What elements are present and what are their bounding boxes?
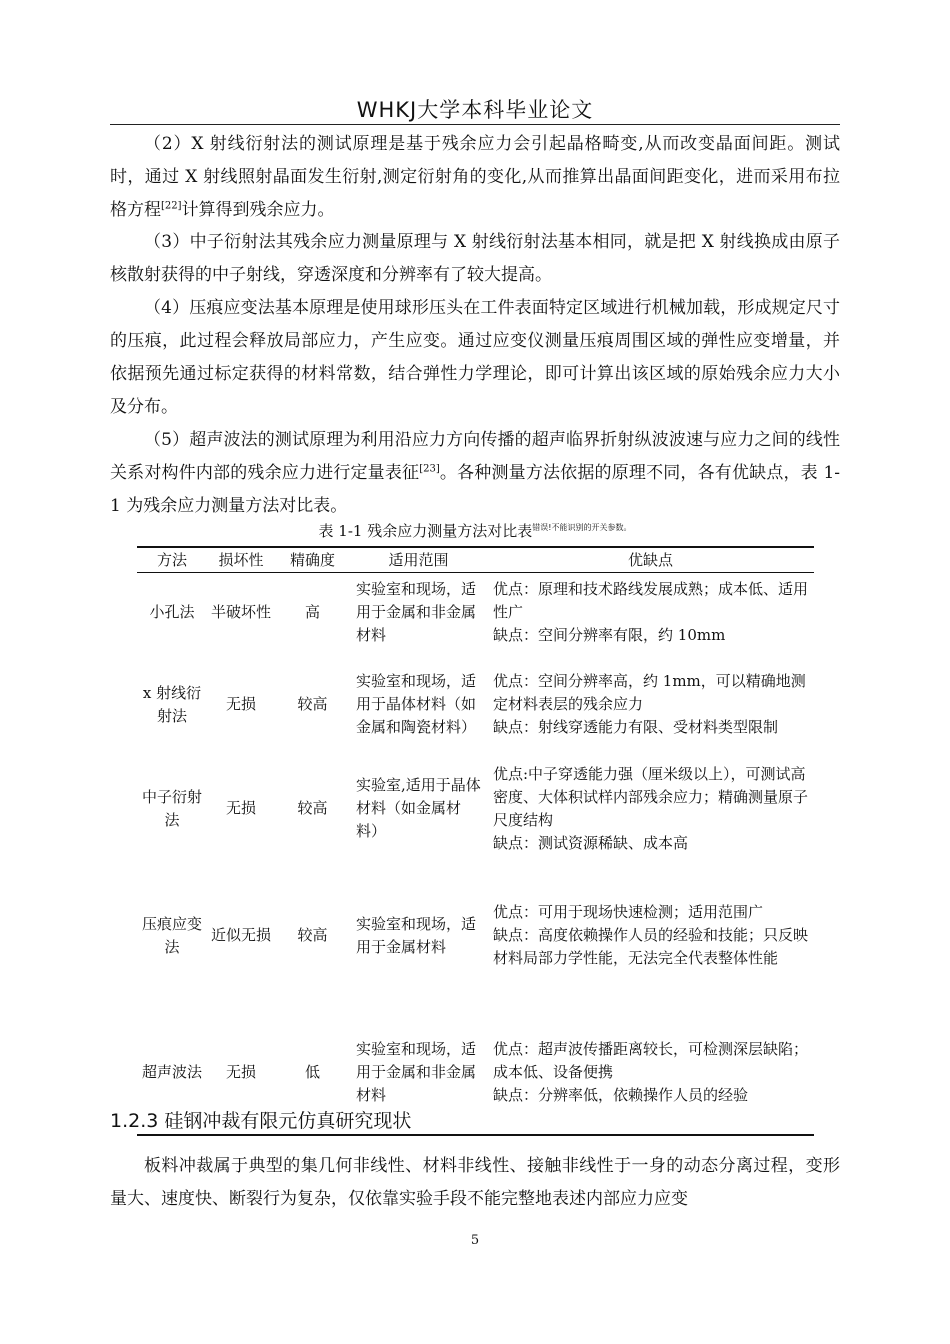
header-accuracy: 精确度 [275, 547, 350, 573]
cell-method: 中子衍射法 [141, 787, 202, 829]
paragraph-indentation: （4）压痕应变法基本原理是使用球形压头在工件表面特定区域进行机械加载，形成规定尺寸的压痕，此过程会释放局部应力，产生应变。通过应变仪测量压痕周围区域的弹性应变增量，并依据预先通过标定获得的材料常数，结合弹性力学理论，即可计算出该区域的原始残余应力大小及分布。 [110, 298, 840, 417]
page-number: 5 [470, 1233, 480, 1248]
cell-damage: 无损 [207, 1011, 275, 1135]
cell-scope: 实验室和现场，适用于金属和非金属材料 [356, 580, 477, 645]
cons-text: 缺点：分辨率低，依赖操作人员的经验 [493, 1085, 749, 1104]
cell-accuracy: 较高 [297, 695, 328, 713]
table-row [137, 861, 814, 1011]
pros-text: 优点：空间分辨率高，约 1mm，可以精确地测定材料表层的残余应力 [493, 672, 806, 713]
table-caption-text: 表 1-1 残余应力测量方法对比表 [318, 522, 533, 540]
page-header: WHKJ大学本科毕业论文 [356, 98, 594, 122]
paragraph-xray-tail: 计算得到残余应力。 [181, 200, 335, 220]
cell-scope: 实验室和现场，适用于金属和非金属材料 [350, 1011, 487, 1135]
pros-text: 优点：可用于现场快速检测；适用范围广 [493, 903, 764, 921]
cell-scope: 实验室和现场，适用于晶体材料（如金属和陶瓷材料） [356, 672, 477, 736]
section-heading: 1.2.3 硅钢冲裁有限元仿真研究现状 [110, 1110, 412, 1132]
cell-pros-cons [487, 1011, 814, 1135]
table-caption [110, 520, 840, 544]
cell-pros-cons [487, 861, 814, 1011]
paragraph-ultrasonic-tail: 。各种测量方法依据的原理不同，各有优缺点，表 1-1 为残余应力测量方法对比表。 [110, 463, 840, 516]
header-damage: 损坏性 [207, 547, 275, 573]
paragraph-blanking: 板料冲裁属于典型的集几何非线性、材料非线性、接触非线性于一身的动态分离过程，变形量大、速度快、断裂行为复杂，仅依靠实验手段不能完整地表述内部应力应变 [110, 1156, 840, 1209]
cell-accuracy: 较高 [297, 799, 328, 817]
paragraph-xray-text: （2）X 射线衍射法的测试原理是基于残余应力会引起晶格畸变,从而改变晶面间距。测试时，通过 X 射线照射晶面发生衍射,测定衍射角的变化,从而推算出晶面间距变化，进而采用布拉格方程 [110, 134, 840, 220]
cell-method: 超声波法 [137, 1011, 207, 1135]
header-scope: 适用范围 [350, 547, 487, 573]
pros-text: 优点:中子穿透能力强（厘米级以上），可测试高密度、大体积试样内部残余应力；精确测量原子尺度结构 [493, 764, 809, 829]
citation-22: [22] [161, 200, 182, 212]
cell-scope: 实验室和现场，适用于金属材料 [356, 914, 477, 956]
cons-text: 缺点：空间分辨率有限，约 10mm [493, 626, 726, 645]
cell-damage: 半破坏性 [211, 603, 272, 622]
cell-method: x 射线衍射法 [142, 683, 202, 725]
cell-pros-cons [487, 653, 814, 757]
cons-text: 缺点：高度依赖操作人员的经验和技能；只反映材料局部力学性能，无法完全代表整体性能 [493, 926, 809, 967]
paragraph-xray [110, 128, 840, 227]
header-method: 方法 [137, 547, 207, 573]
comparison-table [137, 546, 814, 1136]
header-rule [110, 124, 840, 125]
paragraph-neutron: （3）中子衍射法其残余应力测量原理与 X 射线衍射法基本相同，就是把 X 射线换成由原子核散射获得的中子射线，穿透深度和分辨率有了较大提高。 [110, 232, 840, 285]
paragraph-ultrasonic-text: （5）超声波法的测试原理为利用沿应力方向传播的超声临界折射纵波波速与应力之间的线性关系对构件内部的残余应力进行定量表征 [110, 430, 840, 483]
cell-pros-cons [487, 757, 814, 861]
cons-text: 缺点：射线穿透能力有限、受材料类型限制 [493, 718, 779, 736]
table-row [137, 573, 814, 653]
cell-method: 压痕应变法 [141, 914, 202, 956]
citation-23: [23] [419, 463, 440, 475]
table-row [137, 653, 814, 757]
cell-scope: 实验室,适用于晶体材料（如金属材料） [356, 776, 481, 840]
cons-text: 缺点：测试资源稀缺、成本高 [493, 833, 689, 852]
cell-method: 小孔法 [149, 603, 195, 622]
table-header-row [137, 547, 814, 573]
cell-damage: 无损 [225, 695, 256, 713]
cell-damage: 无损 [225, 799, 256, 817]
cell-accuracy: 较高 [297, 926, 328, 944]
paragraph-ultrasonic [110, 424, 840, 523]
cell-accuracy: 低 [275, 1011, 350, 1135]
cell-pros-cons [487, 573, 814, 653]
header-pros-cons: 优缺点 [487, 547, 814, 573]
table-row [137, 757, 814, 861]
pros-text: 优点：原理和技术路线发展成熟；成本低、适用性广 [493, 580, 809, 622]
pros-text: 优点：超声波传播距离较长，可检测深层缺陷；成本低、设备便携 [493, 1039, 809, 1081]
cell-accuracy: 高 [304, 603, 320, 622]
caption-error-text: 错误!不能识别的开关参数。 [532, 523, 632, 532]
cell-damage: 近似无损 [211, 926, 272, 944]
